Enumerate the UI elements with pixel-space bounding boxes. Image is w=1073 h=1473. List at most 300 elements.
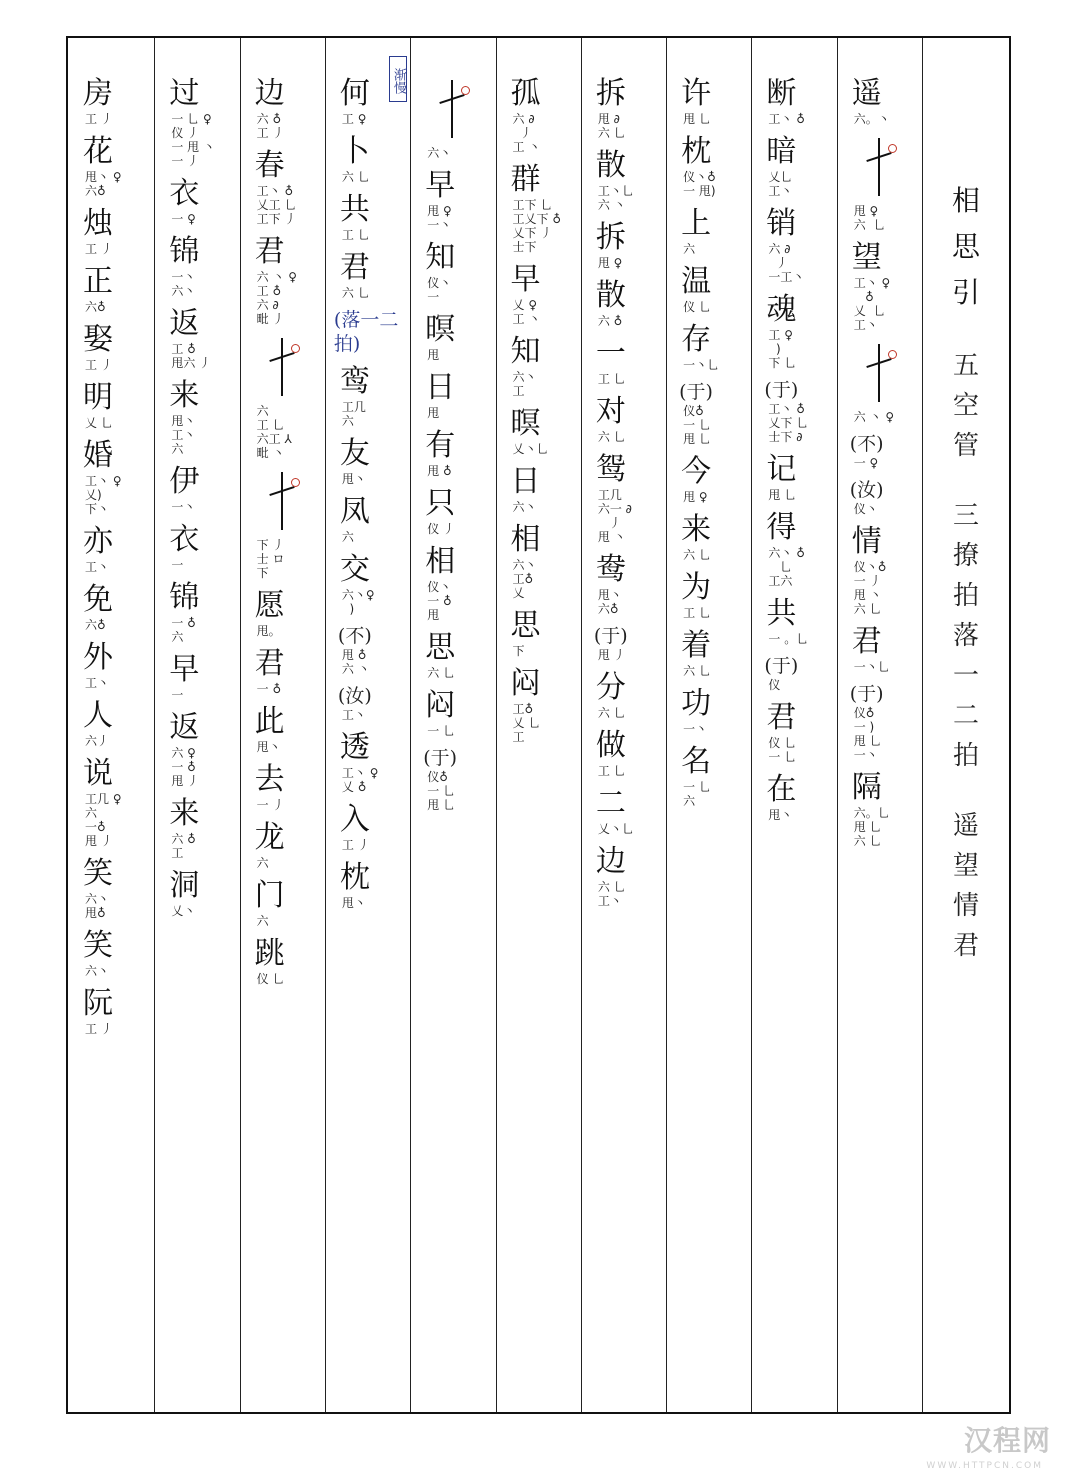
lyric-char: 枕 — [681, 134, 712, 169]
lyric-char: 此 — [254, 704, 285, 739]
lyric-char: 友 — [339, 436, 370, 471]
tablature-notation: 六 丶 ♀ 工 ♁ 六 ∂ 毗 丿 — [256, 270, 298, 326]
notation-entry — [83, 928, 154, 978]
notation-entry — [425, 370, 495, 420]
tablature-notation: 一丶 — [171, 500, 196, 514]
lyric-char: 只 — [425, 486, 456, 521]
notation-entry — [593, 624, 666, 662]
tablature-notation: 仪 丿 — [427, 522, 456, 536]
score-column-7 — [325, 38, 410, 1412]
watermark-logo: 汉程网 — [963, 1424, 1051, 1457]
notation-entry — [681, 512, 751, 562]
score-frame — [66, 36, 1011, 1414]
notation-entry — [681, 322, 751, 372]
notation-entry — [766, 596, 836, 646]
notation-entry — [83, 698, 154, 748]
lyric-char: 锦 — [169, 234, 200, 269]
title-rhythm-char: 一 — [952, 661, 979, 691]
lyric-char: 烛 — [83, 206, 114, 241]
tablature-notation: 工丶 — [85, 676, 110, 690]
notation-entry — [425, 688, 495, 738]
tablature-notation: 一 乚 六 — [683, 780, 711, 808]
notation-entry — [340, 802, 410, 852]
lyric-char: 枕 — [339, 860, 370, 895]
lyric-char: 笑 — [83, 928, 114, 963]
lyric-char: 花 — [83, 134, 114, 169]
tablature-notation: 工 丿 — [85, 242, 113, 256]
tablature-notation: 六。丶 — [853, 112, 890, 126]
lyric-char: 许 — [681, 76, 712, 111]
notation-entry — [169, 464, 239, 514]
notation-entry — [340, 860, 410, 910]
notation-entry — [766, 206, 836, 284]
lyric-char: 来 — [681, 512, 712, 547]
lyric-char: 君 — [254, 234, 285, 269]
lyric-char: 着 — [681, 628, 712, 663]
title-name-char: 相 — [951, 184, 980, 217]
tablature-notation: 工 丿 — [85, 112, 113, 126]
notation-entry — [83, 640, 154, 690]
padding-syllable: (于) — [679, 381, 713, 403]
lyric-char: 跳 — [254, 936, 285, 971]
tablature-notation: 仪丶 — [853, 502, 878, 516]
lyric-char: 群 — [510, 162, 541, 197]
lyric-char: 免 — [83, 582, 114, 617]
notation-entry — [255, 234, 325, 326]
score-column-2 — [751, 38, 836, 1412]
sustain-stroke — [263, 468, 303, 538]
tablature-notation: 甩 ♀ — [597, 256, 623, 270]
notation-entry — [681, 454, 751, 504]
tablature-notation: 工丶 ♁ 乂下 乚 士下 ∂ — [768, 402, 809, 444]
tablature-notation: 甩丶 — [768, 808, 793, 822]
lyric-char: 正 — [83, 264, 114, 299]
lyric-char: 记 — [766, 452, 797, 487]
notation-entry — [255, 148, 325, 226]
tablature-notation: 六 乚 — [597, 706, 626, 720]
notation-entry — [511, 464, 581, 514]
notation-entry — [255, 76, 325, 140]
lyric-char: 伊 — [169, 464, 200, 499]
notation-entry — [596, 844, 666, 908]
tablature-notation: 六 乚 工丶 — [597, 880, 626, 908]
notation-entry — [596, 394, 666, 444]
tablature-notation: 甩丶 ♀ 六♁ — [85, 170, 122, 198]
tablature-notation: 仪 乚 — [256, 972, 285, 986]
notation-entry — [681, 76, 751, 126]
notation-entry — [852, 524, 922, 616]
tablature-notation: 仪丶♁ 一 甩) — [683, 170, 716, 198]
notation-entry — [169, 176, 239, 226]
lyric-char: 有 — [425, 428, 456, 463]
notation-entry — [83, 206, 154, 256]
notation-entry — [340, 192, 410, 242]
tablature-notation: 工丶乚 六 丶 — [597, 184, 634, 212]
lyric-char: 春 — [254, 148, 285, 183]
tablature-notation: 甩 乚 — [768, 488, 797, 502]
tablature-notation: 甩 — [427, 406, 440, 420]
tablature-notation: 下 丿 士 ロ 下 — [256, 538, 285, 580]
tablature-notation: 工丶 ♀ ♁ 乂 乚 工丶 — [853, 276, 891, 332]
notation-entry — [681, 380, 751, 446]
lyric-char: 思 — [510, 608, 541, 643]
lyric-char: 闷 — [510, 666, 541, 701]
title-rhythm-char: 拍 — [952, 581, 979, 611]
tablature-notation: 六 乚 — [427, 666, 456, 680]
lyric-char: 房 — [83, 76, 114, 111]
tablature-notation: 仪 乚 一 乚 — [768, 736, 797, 764]
lyric-char: 早 — [169, 652, 200, 687]
padding-syllable: (汝) — [849, 479, 884, 501]
tablature-notation: 六 — [256, 914, 269, 928]
tablature-notation: 六 — [683, 242, 696, 256]
title-first-line-char: 情 — [952, 891, 979, 921]
lyric-char: 笑 — [83, 856, 114, 891]
tablature-notation: 六 乚 — [597, 430, 626, 444]
lyric-char: 对 — [595, 394, 626, 429]
tablature-notation: 工 丿 — [85, 358, 113, 372]
tablature-notation: 甩 ♀ 六 乚 — [853, 204, 886, 232]
lyric-char: 外 — [83, 640, 114, 675]
lyric-char: 来 — [169, 796, 200, 831]
notation-entry — [511, 334, 581, 398]
padding-syllable: (于) — [849, 683, 884, 705]
tablature-notation: 六丶 — [85, 964, 110, 978]
rhythm-annotation: (落一二拍) — [333, 309, 399, 355]
tablature-notation: 一 乚 ♀ 仪 丿 一 甩 丶 一 丿 — [171, 112, 215, 168]
tablature-notation: 工几 六 — [341, 400, 366, 428]
tablature-notation: 六丶 工♁ 乂 — [512, 558, 537, 600]
tablature-notation: 甩 丿 — [597, 648, 626, 662]
title-rhythm-char: 三 — [952, 501, 979, 531]
notation-entry — [425, 630, 495, 680]
lyric-char: 返 — [169, 306, 200, 341]
lyric-char: 凤 — [339, 494, 370, 529]
lyric-char: 何 — [339, 76, 370, 111]
tablature-notation: 六。乚 甩 乚 六 乚 — [853, 806, 890, 848]
lyric-char: 婚 — [83, 438, 114, 473]
notation-entry — [83, 76, 154, 126]
notation-entry — [169, 306, 239, 370]
notation-entry — [511, 666, 581, 744]
title-first-line-char: 遥 — [952, 811, 979, 841]
notation-entry — [169, 652, 239, 702]
lyric-char: 鸳 — [595, 452, 626, 487]
lyric-char: 边 — [595, 844, 626, 879]
notation-entry — [83, 756, 154, 848]
notation-entry — [766, 452, 836, 502]
notation-entry — [596, 336, 666, 386]
lyric-char: 思 — [425, 630, 456, 665]
notation-entry — [340, 730, 410, 794]
tablature-notation: 乂丶 — [171, 904, 196, 918]
tablature-notation: 六 乚 — [683, 548, 711, 562]
lyric-char: 魂 — [766, 292, 797, 327]
tablature-notation: 六丶♀ ) — [341, 588, 375, 616]
notation-entry — [83, 322, 154, 372]
score-column-8 — [240, 38, 325, 1412]
notation-entry — [511, 262, 581, 326]
lyric-char: 君 — [339, 250, 370, 285]
notation-entry — [425, 76, 495, 160]
tablature-notation: 甩 — [427, 348, 440, 362]
tablature-notation: 工几 六一 ∂ 丿 甩 丶 — [597, 488, 632, 544]
notation-entry — [766, 378, 836, 444]
lyric-char: 拆 — [595, 76, 626, 111]
lyric-char: 知 — [425, 240, 456, 275]
notation-entry — [425, 312, 495, 362]
title-mode-char: 管 — [952, 431, 979, 461]
notation-entry — [83, 856, 154, 920]
tablature-notation: 工 乚 — [597, 764, 626, 778]
score-column-1 — [837, 38, 922, 1412]
notation-entry — [83, 438, 154, 516]
tablature-notation: 甩 ∂ 六 乚 — [597, 112, 626, 140]
score-column-9 — [154, 38, 239, 1412]
tablature-notation: 乂乚 工丶 — [768, 170, 793, 198]
tablature-notation: 六 — [341, 530, 354, 544]
tablature-notation: 六丶 甩♁ — [85, 892, 110, 920]
tablature-notation: 乂丶乚 — [512, 442, 549, 456]
tablature-notation: 工丶 ♁ — [768, 112, 806, 126]
sustain-stroke — [860, 134, 900, 204]
tablature-notation: 六丿 — [85, 734, 110, 748]
tablature-notation: 乂 ♀ 工 丶 — [512, 298, 541, 326]
notation-entry — [596, 76, 666, 140]
lyric-char: 君 — [851, 624, 882, 659]
notation-entry — [681, 570, 751, 620]
title-rhythm-char: 撩 — [952, 541, 979, 571]
tablature-notation: 工 乚 — [341, 228, 370, 242]
notation-entry — [169, 522, 239, 572]
tablature-notation: 工丶 — [85, 560, 110, 574]
notation-entry — [169, 796, 239, 860]
lyric-char: 孤 — [510, 76, 541, 111]
tablature-notation: 六丶 工 — [512, 370, 537, 398]
notation-entry — [681, 264, 751, 314]
lyric-char: 在 — [766, 772, 797, 807]
score-column-3 — [666, 38, 751, 1412]
lyric-char: 娶 — [83, 322, 114, 357]
tablature-notation: 仪丶 一 — [427, 276, 452, 304]
notation-entry — [852, 76, 922, 126]
lyric-char: 君 — [254, 646, 285, 681]
tablature-notation: 六 乚 — [341, 286, 370, 300]
notation-entry — [852, 624, 922, 674]
lyric-char: 早 — [510, 262, 541, 297]
notation-entry — [255, 468, 325, 580]
lyric-char: 共 — [766, 596, 797, 631]
tablature-notation: 工丶 — [341, 708, 366, 722]
lyric-char: 衣 — [169, 176, 200, 211]
tablature-notation: 工 乚 — [597, 372, 626, 386]
notation-entry — [169, 378, 239, 456]
notation-entry — [340, 436, 410, 486]
lyric-char: 一 — [595, 336, 626, 371]
notation-entry — [596, 552, 666, 616]
tablature-notation: 乂丶乚 — [597, 822, 634, 836]
notation-entry — [681, 628, 751, 678]
notation-entry — [511, 406, 581, 456]
notation-entry — [333, 308, 410, 356]
lyric-char: 龙 — [254, 820, 285, 855]
notation-entry — [766, 292, 836, 370]
padding-syllable: (不) — [849, 433, 884, 455]
tablature-notation: 一 乚 — [427, 724, 456, 738]
tablature-notation: 六 ∂ 丿 一工丶 — [768, 242, 805, 284]
score-column-10 — [69, 38, 154, 1412]
tablature-notation: 仪♁ 一 ) 甩 乚 一丶 — [853, 706, 882, 762]
tablature-notation: 工下 乚 工乂下 ♁ 乂下 丿 士下 — [512, 198, 562, 254]
notation-entry — [849, 478, 922, 516]
notation-entry — [681, 206, 751, 256]
notation-entry — [596, 786, 666, 836]
tablature-notation: 六丶 — [427, 146, 452, 160]
tablature-notation: 甩 乚 — [683, 112, 711, 126]
tablature-notation: 六♁ — [85, 300, 106, 314]
tablature-notation: 工丶 ♀ 乂 ♁ — [341, 766, 379, 794]
lyric-char: 散 — [595, 148, 626, 183]
notation-entry — [596, 728, 666, 778]
notation-entry — [596, 670, 666, 720]
tablature-notation: 一丶乚 — [683, 358, 720, 372]
notation-entry — [83, 264, 154, 314]
notation-entry — [255, 646, 325, 696]
lyric-char: 暝 — [510, 406, 541, 441]
notation-entry — [596, 278, 666, 328]
sustain-stroke — [433, 76, 473, 146]
tablature-notation: 仪丶 一 ♁ 甩 — [427, 580, 452, 622]
lyric-char: 说 — [83, 756, 114, 791]
lyric-char: 君 — [766, 700, 797, 735]
tablature-notation: 六 ∂ 丿 工 丶 — [512, 112, 541, 154]
lyric-char: 来 — [169, 378, 200, 413]
notation-entry — [255, 704, 325, 754]
tablature-notation: 六 乚 — [341, 170, 370, 184]
sustain-stroke — [860, 340, 900, 410]
notation-entry — [766, 134, 836, 198]
title-name-char: 思 — [951, 230, 980, 263]
tablature-notation: 甩丶 工丶 六 — [171, 414, 196, 456]
tablature-notation: 六 ♁ — [597, 314, 623, 328]
tablature-notation: 工 ♀ ) 下 乚 — [768, 328, 797, 370]
notation-entry — [425, 544, 495, 622]
lyric-char: 入 — [339, 802, 370, 837]
notation-entry — [681, 744, 751, 808]
tablature-notation: 乂 乚 — [85, 416, 113, 430]
lyric-char: 上 — [681, 206, 712, 241]
lyric-char: 交 — [339, 552, 370, 587]
notation-entry — [255, 334, 325, 460]
notation-entry — [83, 380, 154, 430]
notation-entry — [340, 250, 410, 300]
tablature-notation: 工 ♀ — [341, 112, 367, 126]
notation-entry — [83, 986, 154, 1036]
notation-entry — [340, 134, 410, 184]
notation-entry — [169, 710, 239, 788]
notation-entry — [340, 76, 410, 126]
tablature-notation: 仪 — [768, 678, 781, 692]
padding-syllable: (汝) — [337, 685, 372, 707]
lyric-char: 鸾 — [339, 364, 370, 399]
tablature-notation: 工丶 ♁ 乂工 乚 工下 丿 — [256, 184, 297, 226]
tablature-notation: 六丶 ♁ 乚 工六 — [768, 546, 806, 588]
tablature-notation: 六 丶 ♀ — [853, 410, 895, 424]
lyric-char: 今 — [681, 454, 712, 489]
lyric-char: 日 — [510, 464, 541, 499]
lyric-char: 情 — [851, 524, 882, 559]
tablature-notation: 一 ♀ — [853, 456, 879, 470]
lyric-char: 衣 — [169, 522, 200, 557]
notation-entry — [83, 134, 154, 198]
notation-entry — [255, 588, 325, 638]
tablature-notation: 工♁ 乂 乚 工 — [512, 702, 541, 744]
score-column-6 — [410, 38, 495, 1412]
notation-entry — [169, 868, 239, 918]
notation-entry — [169, 580, 239, 644]
lyric-char: 边 — [254, 76, 285, 111]
notation-entry — [766, 772, 836, 822]
tablature-notation: 下 — [512, 644, 525, 658]
tablature-notation: 甩 ♁ 六 丶 — [341, 648, 370, 676]
title-rhythm-char: 落 — [952, 621, 979, 651]
title-mode-char: 空 — [952, 391, 979, 421]
lyric-char: 透 — [339, 730, 370, 765]
lyric-char: 愿 — [254, 588, 285, 623]
notation-entry — [340, 364, 410, 428]
notation-entry — [337, 624, 410, 676]
lyric-char: 望 — [851, 240, 882, 275]
tablature-notation: 甩丶 — [341, 472, 366, 486]
title-stack — [923, 178, 1009, 996]
tablature-notation: 甩丶 — [341, 896, 366, 910]
tablature-notation: 一 ♁ 六 — [171, 616, 196, 644]
notation-entry — [849, 682, 922, 762]
tablature-notation: 工 乚 — [683, 606, 711, 620]
lyric-char: 亦 — [83, 524, 114, 559]
tablature-notation: 一丶 — [683, 722, 708, 736]
lyric-char: 鸯 — [595, 552, 626, 587]
notation-entry — [83, 582, 154, 632]
lyric-char: 二 — [595, 786, 626, 821]
padding-syllable: (于) — [593, 625, 628, 647]
watermark-url: WWW.HTTPCN.COM — [926, 1461, 1043, 1471]
tablature-notation: 六 ♁ 工 丿 — [256, 112, 285, 140]
notation-entry — [681, 134, 751, 198]
notation-entry — [852, 340, 922, 424]
title-rhythm-char: 二 — [952, 701, 979, 731]
notation-entry — [425, 746, 495, 812]
tablature-notation: 甩丶 — [256, 740, 281, 754]
lyric-char: 锦 — [169, 580, 200, 615]
tablature-notation: 一 — [171, 688, 184, 702]
lyric-char: 拆 — [595, 220, 626, 255]
tablature-notation: 六丶 — [512, 500, 537, 514]
tablature-notation: 工 丿 — [341, 838, 370, 852]
lyric-char: 隔 — [851, 770, 882, 805]
lyric-char: 闷 — [425, 688, 456, 723]
tablature-notation: 一 丿 — [256, 798, 285, 812]
notation-entry — [340, 552, 410, 616]
lyric-char: 分 — [595, 670, 626, 705]
lyric-char: 返 — [169, 710, 200, 745]
notation-entry — [83, 524, 154, 574]
tablature-notation: 一 。乚 — [768, 632, 809, 646]
notation-entry — [766, 700, 836, 764]
lyric-char: 遥 — [851, 76, 882, 111]
tablature-notation: 仪 乚 — [683, 300, 711, 314]
notation-entry — [425, 168, 495, 232]
